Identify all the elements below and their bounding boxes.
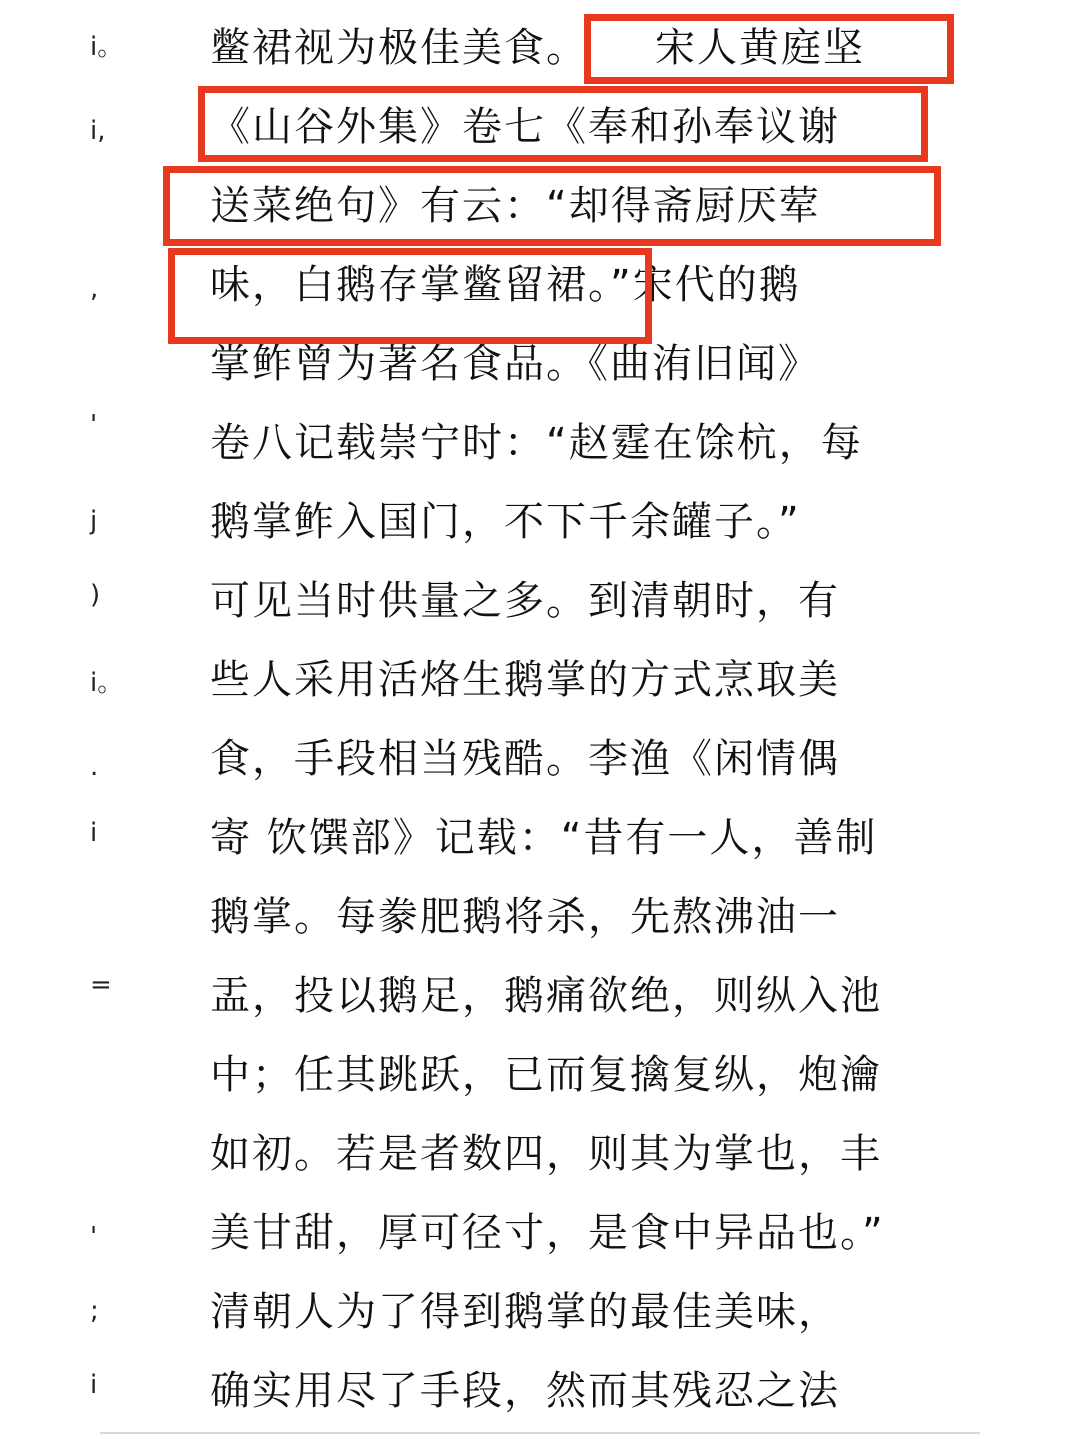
adjacent-page-fragments bbox=[90, 0, 130, 1439]
text-line: 鹅掌鲊入国门，不下千余罐子。” bbox=[210, 499, 801, 545]
text-line: 些人采用活烙生鹅掌的方式烹取美 bbox=[210, 657, 840, 703]
text-line: 掌鲊曾为著名食品。《曲洧旧闻》 bbox=[210, 341, 820, 387]
margin-fragment: i, bbox=[90, 116, 106, 146]
margin-fragment: = bbox=[90, 970, 112, 1000]
margin-fragment: i bbox=[90, 1370, 98, 1400]
page-bottom-rule bbox=[100, 1432, 980, 1434]
margin-fragment: ' bbox=[90, 1222, 98, 1252]
highlight-box-3 bbox=[163, 166, 941, 246]
margin-fragment: i。 bbox=[90, 32, 124, 62]
margin-fragment: , bbox=[90, 274, 99, 304]
text-line: 可见当时供量之多。到清朝时，有 bbox=[210, 578, 840, 624]
text-line: 送菜绝句》有云：“却得斋厨厌荤 bbox=[210, 183, 821, 229]
margin-fragment: j bbox=[90, 506, 98, 536]
text-line: 寄 饮馔部》记载：“昔有一人，善制 bbox=[210, 815, 878, 861]
highlight-text-1: 宋人黄庭坚 bbox=[655, 25, 865, 71]
text-line: 食，手段相当残酷。李渔《闲情偶 bbox=[210, 736, 840, 782]
margin-fragment: i bbox=[90, 818, 98, 848]
text-line: 美甘甜，厚可径寸，是食中异品也。” bbox=[210, 1210, 885, 1256]
margin-fragment: ; bbox=[90, 1296, 99, 1326]
text-line: 中；任其跳跃，已而复擒复纵，炮瀹 bbox=[210, 1052, 882, 1098]
text-line: 《山谷外集》卷七《奉和孙奉议谢 bbox=[210, 104, 840, 150]
margin-fragment: ' bbox=[90, 410, 98, 440]
text-line: 鳖裙视为极佳美食。 bbox=[210, 25, 588, 71]
highlight-box-4 bbox=[168, 248, 652, 344]
text-line: 确实用尽了手段，然而其残忍之法 bbox=[210, 1368, 840, 1414]
margin-fragment: . bbox=[90, 752, 99, 782]
text-line: 味，白鹅存掌鳖留裙。”宋代的鹅 bbox=[210, 262, 801, 308]
margin-fragment: i。 bbox=[90, 668, 124, 698]
text-line: 鹅掌。每豢肥鹅将杀，先熬沸油一 bbox=[210, 894, 840, 940]
text-line: 清朝人为了得到鹅掌的最佳美味， bbox=[210, 1289, 840, 1335]
margin-fragment: ) bbox=[90, 580, 101, 610]
highlight-box-2 bbox=[198, 86, 928, 162]
text-line: 如初。若是者数四，则其为掌也，丰 bbox=[210, 1131, 882, 1177]
text-line: 卷八记载崇宁时：“赵霆在馀杭，每 bbox=[210, 420, 863, 466]
text-line: 盂，投以鹅足，鹅痛欲绝，则纵入池 bbox=[210, 973, 882, 1019]
